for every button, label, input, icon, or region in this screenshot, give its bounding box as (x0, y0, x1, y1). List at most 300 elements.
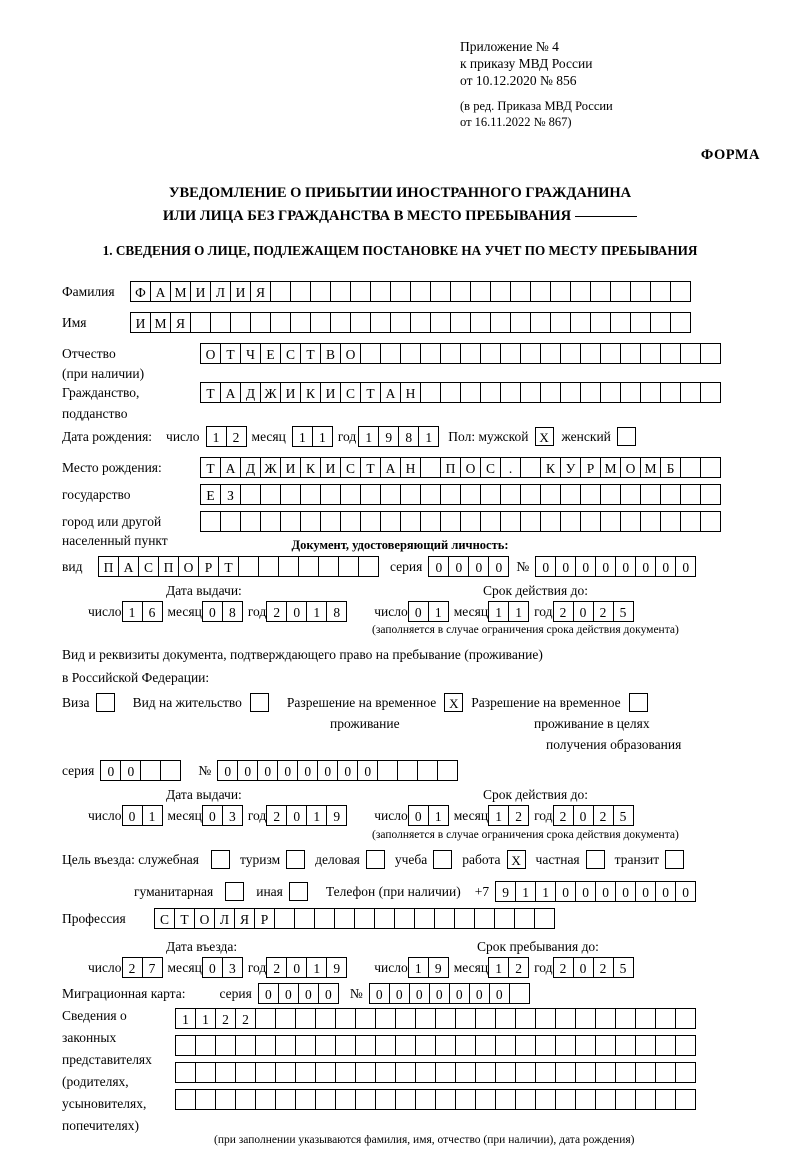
cell[interactable]: Т (360, 457, 381, 478)
cell[interactable]: 1 (306, 601, 327, 622)
cell[interactable] (515, 1035, 536, 1056)
cell[interactable] (615, 1008, 636, 1029)
cell[interactable]: . (500, 457, 521, 478)
cell[interactable]: Т (200, 457, 221, 478)
cell[interactable] (580, 484, 601, 505)
cell[interactable] (515, 1089, 536, 1110)
cell[interactable]: 0 (615, 881, 636, 902)
cell[interactable] (278, 556, 299, 577)
cell[interactable]: З (220, 484, 241, 505)
cell[interactable] (395, 1035, 416, 1056)
cell[interactable]: 1 (306, 805, 327, 826)
cell[interactable] (377, 760, 398, 781)
cell[interactable] (450, 312, 471, 333)
cell[interactable]: А (118, 556, 139, 577)
cell[interactable] (315, 1008, 336, 1029)
cell[interactable] (270, 312, 291, 333)
cell[interactable]: 1 (535, 881, 556, 902)
cell[interactable] (190, 312, 211, 333)
cell[interactable]: 2 (593, 957, 614, 978)
cell[interactable]: Д (240, 382, 261, 403)
cell[interactable] (655, 1035, 676, 1056)
cell[interactable] (315, 1035, 336, 1056)
purpose-tourism-checkbox[interactable] (286, 850, 305, 869)
cell[interactable]: Р (198, 556, 219, 577)
cell[interactable]: 2 (553, 805, 574, 826)
cell[interactable]: 0 (655, 556, 676, 577)
cell[interactable] (680, 511, 701, 532)
cell[interactable]: П (98, 556, 119, 577)
cell[interactable] (650, 281, 671, 302)
cell[interactable]: 0 (635, 881, 656, 902)
cell[interactable] (290, 312, 311, 333)
cell[interactable] (415, 1008, 436, 1029)
cell[interactable] (440, 382, 461, 403)
profession-input[interactable] (154, 908, 554, 929)
purpose-private-checkbox[interactable] (586, 850, 605, 869)
cell[interactable] (430, 312, 451, 333)
cell[interactable] (435, 1089, 456, 1110)
cell[interactable] (220, 511, 241, 532)
cell[interactable] (340, 484, 361, 505)
cell[interactable]: 0 (202, 601, 223, 622)
cell[interactable]: Т (174, 908, 195, 929)
purpose-other-checkbox[interactable] (289, 882, 308, 901)
cell[interactable] (300, 484, 321, 505)
cell[interactable] (390, 312, 411, 333)
cell[interactable]: К (540, 457, 561, 478)
cell[interactable]: 0 (429, 983, 450, 1004)
cell[interactable] (655, 1089, 676, 1110)
cell[interactable]: И (190, 281, 211, 302)
cell[interactable] (520, 382, 541, 403)
cell[interactable] (334, 908, 355, 929)
cell[interactable] (660, 484, 681, 505)
cell[interactable]: 1 (488, 601, 509, 622)
cell[interactable] (600, 382, 621, 403)
stay-valid-month-input[interactable] (488, 805, 528, 826)
cell[interactable]: 1 (488, 957, 509, 978)
cell[interactable] (600, 511, 621, 532)
cell[interactable]: 9 (326, 805, 347, 826)
identity-doc-series-input[interactable] (428, 556, 508, 577)
cell[interactable] (435, 1035, 456, 1056)
cell[interactable] (370, 281, 391, 302)
cell[interactable]: Е (260, 343, 281, 364)
cell[interactable] (535, 1035, 556, 1056)
cell[interactable]: 0 (575, 556, 596, 577)
cell[interactable]: И (130, 312, 151, 333)
legal-reps-row-4[interactable] (175, 1089, 695, 1110)
cell[interactable]: 0 (286, 601, 307, 622)
cell[interactable] (575, 1089, 596, 1110)
cell[interactable]: С (340, 457, 361, 478)
cell[interactable] (515, 1008, 536, 1029)
cell[interactable] (455, 1035, 476, 1056)
cell[interactable]: 5 (613, 805, 634, 826)
cell[interactable] (200, 511, 221, 532)
cell[interactable]: В (320, 343, 341, 364)
cell[interactable] (195, 1089, 216, 1110)
cell[interactable] (520, 457, 541, 478)
cell[interactable]: А (220, 382, 241, 403)
cell[interactable] (400, 343, 421, 364)
cell[interactable] (480, 484, 501, 505)
cell[interactable]: Т (300, 343, 321, 364)
cell[interactable]: 3 (222, 957, 243, 978)
cell[interactable] (495, 1062, 516, 1083)
cell[interactable] (600, 343, 621, 364)
cell[interactable]: 0 (573, 805, 594, 826)
cell[interactable]: Т (220, 343, 241, 364)
cell[interactable]: 0 (408, 601, 429, 622)
cell[interactable]: 0 (257, 760, 278, 781)
cell[interactable]: 2 (266, 805, 287, 826)
cell[interactable] (630, 312, 651, 333)
cell[interactable] (540, 511, 561, 532)
cell[interactable]: 1 (292, 426, 313, 447)
cell[interactable]: 1 (175, 1008, 196, 1029)
cell[interactable]: С (154, 908, 175, 929)
stay-issue-year-input[interactable] (266, 805, 346, 826)
stay-valid-day-input[interactable] (408, 805, 448, 826)
cell[interactable] (575, 1008, 596, 1029)
cell[interactable]: Л (214, 908, 235, 929)
cell[interactable] (230, 312, 251, 333)
cell[interactable]: К (300, 382, 321, 403)
entry-month-input[interactable] (202, 957, 242, 978)
stay-issue-day-input[interactable] (122, 805, 162, 826)
cell[interactable]: 0 (675, 556, 696, 577)
cell[interactable] (450, 281, 471, 302)
cell[interactable] (275, 1089, 296, 1110)
cell[interactable]: Т (218, 556, 239, 577)
cell[interactable] (700, 457, 721, 478)
cell[interactable]: 0 (100, 760, 121, 781)
cell[interactable]: Ж (260, 382, 281, 403)
cell[interactable] (455, 1062, 476, 1083)
cell[interactable]: 0 (202, 805, 223, 826)
cell[interactable]: Ф (130, 281, 151, 302)
cell[interactable] (235, 1035, 256, 1056)
cell[interactable]: О (340, 343, 361, 364)
birth-place-row-1[interactable] (200, 457, 720, 478)
purpose-work-checkbox[interactable]: X (507, 850, 526, 869)
cell[interactable] (280, 511, 301, 532)
cell[interactable]: 9 (326, 957, 347, 978)
cell[interactable] (295, 1062, 316, 1083)
cell[interactable] (620, 343, 641, 364)
cell[interactable]: Я (170, 312, 191, 333)
cell[interactable]: 8 (326, 601, 347, 622)
cell[interactable] (295, 1008, 316, 1029)
cell[interactable]: 0 (468, 556, 489, 577)
cell[interactable] (490, 281, 511, 302)
cell[interactable] (620, 484, 641, 505)
cell[interactable] (580, 382, 601, 403)
cell[interactable]: Е (200, 484, 221, 505)
cell[interactable] (175, 1062, 196, 1083)
cell[interactable] (420, 511, 441, 532)
cell[interactable] (470, 281, 491, 302)
edu-residence-checkbox[interactable] (629, 693, 648, 712)
cell[interactable] (315, 1062, 336, 1083)
cell[interactable] (635, 1035, 656, 1056)
cell[interactable] (210, 312, 231, 333)
cell[interactable]: И (230, 281, 251, 302)
cell[interactable] (475, 1008, 496, 1029)
cell[interactable] (535, 1089, 556, 1110)
cell[interactable] (540, 484, 561, 505)
identity-doc-number-input[interactable] (535, 556, 695, 577)
cell[interactable]: 1 (142, 805, 163, 826)
cell[interactable]: А (380, 457, 401, 478)
cell[interactable] (520, 511, 541, 532)
cell[interactable] (520, 484, 541, 505)
cell[interactable] (595, 1062, 616, 1083)
cell[interactable] (315, 1089, 336, 1110)
cell[interactable] (480, 343, 501, 364)
cell[interactable] (640, 343, 661, 364)
cell[interactable] (555, 1008, 576, 1029)
cell[interactable]: 0 (337, 760, 358, 781)
cell[interactable] (555, 1035, 576, 1056)
cell[interactable] (340, 511, 361, 532)
cell[interactable] (640, 484, 661, 505)
cell[interactable]: 6 (142, 601, 163, 622)
cell[interactable]: 9 (428, 957, 449, 978)
cell[interactable] (595, 1035, 616, 1056)
cell[interactable] (680, 457, 701, 478)
cell[interactable] (375, 1062, 396, 1083)
cell[interactable]: 0 (237, 760, 258, 781)
cell[interactable]: С (280, 343, 301, 364)
cell[interactable] (474, 908, 495, 929)
cell[interactable] (615, 1035, 636, 1056)
cell[interactable] (675, 1062, 696, 1083)
cell[interactable] (500, 382, 521, 403)
cell[interactable] (655, 1062, 676, 1083)
cell[interactable]: 8 (222, 601, 243, 622)
cell[interactable] (320, 511, 341, 532)
sex-female-checkbox[interactable] (617, 427, 636, 446)
cell[interactable] (375, 1089, 396, 1110)
legal-reps-row-1[interactable] (175, 1008, 695, 1029)
cell[interactable] (360, 343, 381, 364)
cell[interactable] (610, 281, 631, 302)
cell[interactable] (535, 1008, 556, 1029)
id-valid-month-input[interactable] (488, 601, 528, 622)
cell[interactable] (600, 484, 621, 505)
cell[interactable] (175, 1035, 196, 1056)
cell[interactable] (260, 484, 281, 505)
cell[interactable]: И (280, 457, 301, 478)
cell[interactable] (610, 312, 631, 333)
cell[interactable] (295, 1089, 316, 1110)
cell[interactable] (660, 511, 681, 532)
cell[interactable] (410, 281, 431, 302)
cell[interactable]: 9 (495, 881, 516, 902)
cell[interactable] (575, 1035, 596, 1056)
cell[interactable] (540, 382, 561, 403)
cell[interactable] (400, 511, 421, 532)
cell[interactable] (270, 281, 291, 302)
cell[interactable] (660, 343, 681, 364)
cell[interactable] (550, 281, 571, 302)
phone-input[interactable] (495, 881, 695, 902)
cell[interactable] (235, 1089, 256, 1110)
citizenship-input[interactable] (200, 382, 720, 403)
cell[interactable]: Н (400, 382, 421, 403)
cell[interactable] (280, 484, 301, 505)
cell[interactable] (435, 1062, 456, 1083)
cell[interactable]: Р (254, 908, 275, 929)
cell[interactable] (420, 343, 441, 364)
cell[interactable] (509, 983, 530, 1004)
cell[interactable] (395, 1089, 416, 1110)
birth-day-input[interactable] (206, 426, 246, 447)
cell[interactable]: П (440, 457, 461, 478)
cell[interactable] (215, 1062, 236, 1083)
cell[interactable] (575, 1062, 596, 1083)
stay-year-input[interactable] (553, 957, 633, 978)
legal-reps-row-3[interactable] (175, 1062, 695, 1083)
cell[interactable] (330, 281, 351, 302)
cell[interactable] (500, 343, 521, 364)
cell[interactable] (195, 1062, 216, 1083)
cell[interactable] (675, 1035, 696, 1056)
cell[interactable] (390, 281, 411, 302)
cell[interactable]: Б (660, 457, 681, 478)
cell[interactable] (195, 1035, 216, 1056)
entry-day-input[interactable] (122, 957, 162, 978)
cell[interactable] (530, 312, 551, 333)
cell[interactable] (590, 312, 611, 333)
cell[interactable] (380, 343, 401, 364)
cell[interactable] (437, 760, 458, 781)
residence-permit-checkbox[interactable] (250, 693, 269, 712)
cell[interactable]: К (300, 457, 321, 478)
cell[interactable] (258, 556, 279, 577)
cell[interactable] (480, 382, 501, 403)
cell[interactable] (240, 511, 261, 532)
cell[interactable] (534, 908, 555, 929)
purpose-business-checkbox[interactable] (366, 850, 385, 869)
cell[interactable]: 5 (613, 957, 634, 978)
cell[interactable] (140, 760, 161, 781)
cell[interactable]: Т (200, 382, 221, 403)
cell[interactable] (620, 382, 641, 403)
cell[interactable] (475, 1035, 496, 1056)
cell[interactable] (255, 1035, 276, 1056)
cell[interactable] (494, 908, 515, 929)
cell[interactable] (295, 1035, 316, 1056)
cell[interactable] (595, 1008, 616, 1029)
entry-year-input[interactable] (266, 957, 346, 978)
cell[interactable] (380, 511, 401, 532)
cell[interactable]: У (560, 457, 581, 478)
id-valid-year-input[interactable] (553, 601, 633, 622)
cell[interactable] (215, 1035, 236, 1056)
cell[interactable] (255, 1089, 276, 1110)
cell[interactable] (495, 1035, 516, 1056)
cell[interactable] (350, 312, 371, 333)
cell[interactable] (355, 1089, 376, 1110)
surname-input[interactable] (130, 281, 690, 302)
cell[interactable] (238, 556, 259, 577)
purpose-transit-checkbox[interactable] (665, 850, 684, 869)
cell[interactable] (375, 1035, 396, 1056)
cell[interactable]: И (280, 382, 301, 403)
cell[interactable]: М (640, 457, 661, 478)
cell[interactable] (515, 1062, 536, 1083)
cell[interactable]: О (200, 343, 221, 364)
cell[interactable]: 0 (469, 983, 490, 1004)
cell[interactable] (400, 484, 421, 505)
cell[interactable] (500, 484, 521, 505)
cell[interactable] (660, 382, 681, 403)
cell[interactable] (300, 511, 321, 532)
cell[interactable] (355, 1062, 376, 1083)
cell[interactable] (255, 1062, 276, 1083)
cell[interactable]: 2 (593, 601, 614, 622)
cell[interactable]: 1 (312, 426, 333, 447)
cell[interactable] (510, 312, 531, 333)
cell[interactable] (235, 1062, 256, 1083)
cell[interactable] (580, 343, 601, 364)
cell[interactable]: С (480, 457, 501, 478)
cell[interactable] (370, 312, 391, 333)
cell[interactable] (630, 281, 651, 302)
cell[interactable]: 0 (286, 805, 307, 826)
cell[interactable] (550, 312, 571, 333)
cell[interactable]: 2 (226, 426, 247, 447)
cell[interactable] (615, 1089, 636, 1110)
birth-month-input[interactable] (292, 426, 332, 447)
cell[interactable]: М (150, 312, 171, 333)
cell[interactable]: 1 (358, 426, 379, 447)
cell[interactable]: 0 (286, 957, 307, 978)
cell[interactable]: А (220, 457, 241, 478)
cell[interactable] (310, 312, 331, 333)
cell[interactable] (570, 281, 591, 302)
cell[interactable] (355, 1008, 376, 1029)
cell[interactable] (530, 281, 551, 302)
cell[interactable] (560, 343, 581, 364)
stay-month-input[interactable] (488, 957, 528, 978)
cell[interactable] (318, 556, 339, 577)
cell[interactable] (440, 343, 461, 364)
cell[interactable]: 0 (448, 556, 469, 577)
cell[interactable]: 0 (428, 556, 449, 577)
cell[interactable]: 2 (266, 957, 287, 978)
cell[interactable] (454, 908, 475, 929)
cell[interactable] (700, 511, 721, 532)
cell[interactable]: О (194, 908, 215, 929)
cell[interactable]: 8 (398, 426, 419, 447)
cell[interactable] (500, 511, 521, 532)
migration-card-series-input[interactable] (258, 983, 338, 1004)
cell[interactable] (335, 1062, 356, 1083)
cell[interactable] (240, 484, 261, 505)
cell[interactable]: 0 (297, 760, 318, 781)
identity-doc-kind-input[interactable] (98, 556, 378, 577)
cell[interactable] (560, 484, 581, 505)
cell[interactable] (490, 312, 511, 333)
cell[interactable] (290, 281, 311, 302)
cell[interactable] (680, 343, 701, 364)
cell[interactable] (320, 484, 341, 505)
